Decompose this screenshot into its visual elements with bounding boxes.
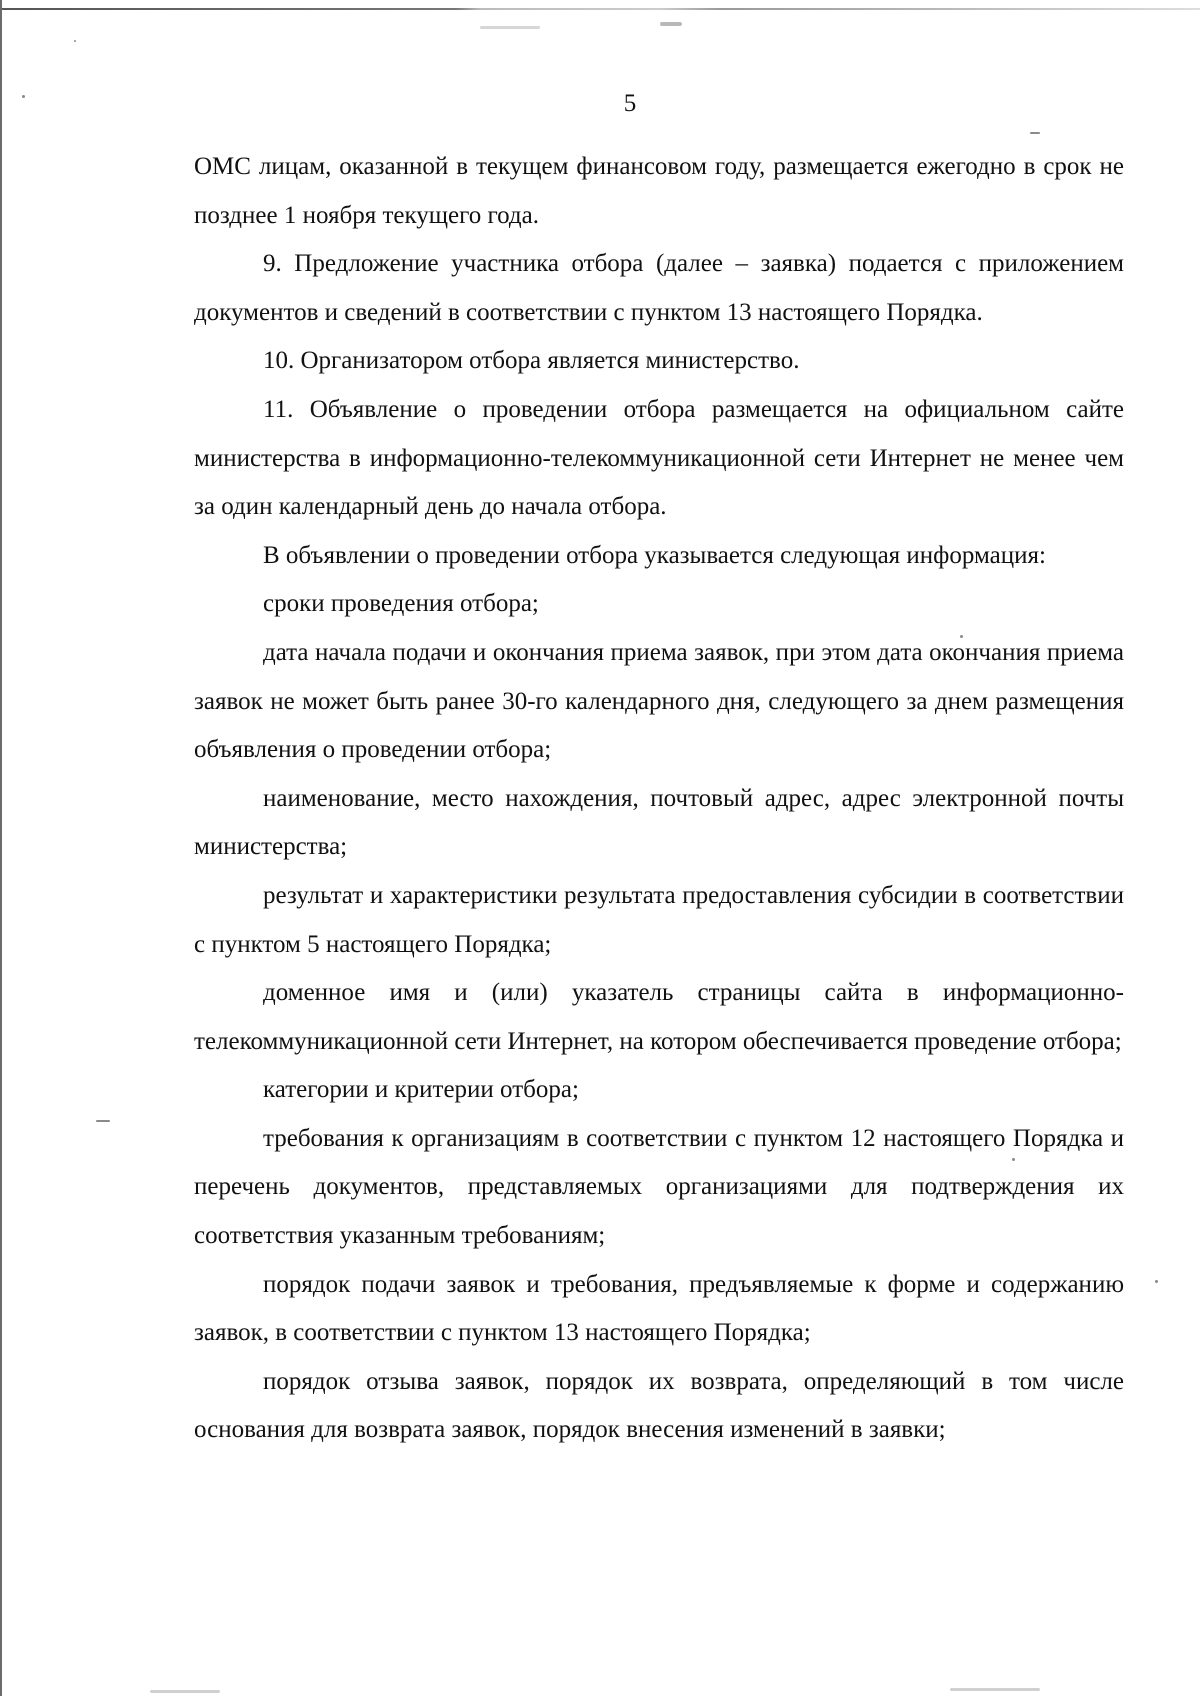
- document-body: [194, 143, 1124, 1455]
- list-item-submission-order: порядок подачи заявок и требования, предъявляемые к форме и содержанию заявок, в соответствии с пунктом 13 настоящего Порядка;: [194, 1270, 1124, 1347]
- list-item-result: результат и характеристики результата предоставления субсидии в соответствии с пунктом 5 настоящего Порядка;: [194, 881, 1124, 958]
- scan-speck: [96, 1120, 110, 1122]
- scan-speck: [22, 95, 25, 98]
- list-item-terms: сроки проведения отбора;: [263, 590, 539, 618]
- scan-speck: [480, 26, 540, 29]
- scan-left-edge: [0, 0, 2, 1696]
- list-item-ministry-contacts: наименование, место нахождения, почтовый адрес, адрес электронной почты министерства;: [194, 784, 1124, 861]
- list-item-categories: категории и критерии отбора;: [263, 1076, 579, 1104]
- list-item-domain: доменное имя и (или) указатель страницы сайта в информационно-телекоммуникационной сети Интернет, на котором обеспечивается проведение отбора;: [194, 979, 1124, 1055]
- list-item-requirements: требования к организациям в соответствии с пунктом 12 настоящего Порядка и перечень документов, представляемых организациями для подтверждения их соответствия указанным требованиям;: [194, 1124, 1124, 1250]
- scan-speck: [950, 1688, 1040, 1691]
- paragraph-continuation: ОМС лицам, оказанной в текущем финансовом году, размещается ежегодно в срок не позднее 1 ноября текущего года.: [194, 153, 1124, 229]
- scan-edge-line: [0, 8, 1200, 10]
- list-item-dates: дата начала подачи и окончания приема заявок, при этом дата окончания приема заявок не может быть ранее 30-го календарного дня, следующего за днем размещения объявления о проведении отбора;: [194, 638, 1124, 764]
- scan-speck: [1030, 132, 1040, 134]
- scan-speck: [1155, 1280, 1158, 1283]
- list-item-withdrawal-order: порядок отзыва заявок, порядок их возврата, определяющий в том числе основания для возврата заявок, порядок внесения изменений в заявки;: [194, 1367, 1124, 1444]
- paragraph-announcement-intro: В объявлении о проведении отбора указывается следующая информация:: [263, 541, 1046, 569]
- page-number: 5: [623, 90, 637, 117]
- paragraph-item-11: 11. Объявление о проведении отбора размещается на официальном сайте министерства в информационно-телекоммуникационной сети Интернет не менее чем за один календарный день до начала отбора.: [194, 395, 1124, 521]
- paragraph-item-10: 10. Организатором отбора является министерство.: [263, 347, 800, 375]
- scan-speck: [660, 22, 682, 26]
- scan-speck: [150, 1690, 220, 1693]
- paragraph-item-9: 9. Предложение участника отбора (далее – заявка) подается с приложением документов и сведений в соответствии с пунктом 13 настоящего Порядка.: [194, 250, 1124, 326]
- scan-speck: [74, 40, 76, 42]
